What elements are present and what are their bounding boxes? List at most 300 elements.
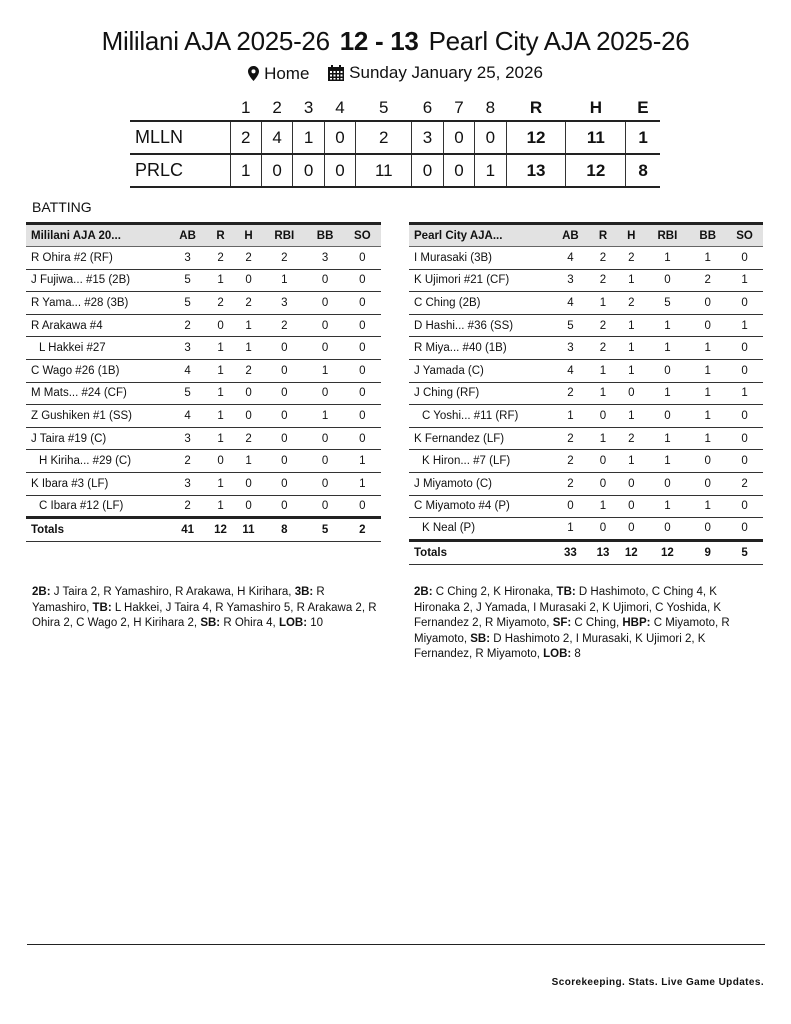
total-stat: 5 <box>741 546 748 559</box>
player-stat: 3 <box>184 432 191 445</box>
player-stat: 1 <box>217 387 224 400</box>
note-label: TB: <box>556 586 576 598</box>
inning-runs: 1 <box>293 121 324 154</box>
player-stat: 0 <box>704 522 711 535</box>
player-stat: 0 <box>567 500 574 513</box>
total-stat: 9 <box>704 546 711 559</box>
player-stat: 1 <box>599 432 607 445</box>
player-row <box>26 427 381 450</box>
player-row <box>26 450 381 473</box>
player-row <box>409 427 763 450</box>
player-name: C Ching (2B) <box>414 296 481 309</box>
player-stat: 0 <box>741 455 748 468</box>
total-errors: 8 <box>626 154 660 187</box>
player-stat: 1 <box>664 432 671 445</box>
player-stat: 0 <box>281 432 288 445</box>
player-stat: 4 <box>184 409 191 422</box>
hits-header: H <box>589 97 603 117</box>
player-row <box>26 495 381 518</box>
player-stat: 5 <box>184 387 191 400</box>
player-name: J Fujiwa... #15 (2B) <box>31 274 131 287</box>
inning-header: 1 <box>240 97 251 117</box>
player-stat: 1 <box>359 477 366 490</box>
note-text: R Yamashiro, <box>32 586 325 614</box>
player-name: J Miyamoto (C) <box>414 477 492 490</box>
player-stat: 0 <box>359 387 366 400</box>
final-score: 12 - 13 <box>339 26 419 56</box>
player-stat: 1 <box>741 274 748 287</box>
player-stat: 0 <box>741 500 748 513</box>
player-row <box>26 269 381 292</box>
player-row <box>26 359 381 382</box>
player-stat: 2 <box>599 251 607 264</box>
footer-tagline: Scorekeeping. Stats. Live Game Updates. <box>551 977 764 988</box>
player-stat: 2 <box>599 274 607 287</box>
player-name: C Wago #26 (1B) <box>31 364 120 377</box>
total-stat: 33 <box>564 546 577 559</box>
stat-header: AB <box>562 229 579 242</box>
player-name: K Neal (P) <box>422 522 476 535</box>
note-label: 2B: <box>414 586 433 598</box>
player-stat: 1 <box>567 409 574 422</box>
player-stat: 0 <box>281 477 288 490</box>
away-team-name: Mililani AJA 2025-26 <box>101 26 330 56</box>
player-stat: 2 <box>245 432 252 445</box>
player-stat: 1 <box>664 319 671 332</box>
player-stat: 1 <box>599 296 607 309</box>
batting-header-row <box>26 224 381 247</box>
batting-table-away <box>26 222 381 542</box>
player-stat: 0 <box>321 455 329 468</box>
player-row <box>409 405 763 428</box>
player-stat: 0 <box>628 387 635 400</box>
player-row <box>409 292 763 315</box>
inning-runs: 2 <box>356 121 412 154</box>
player-stat: 0 <box>741 432 748 445</box>
player-name: D Hashi... #36 (SS) <box>414 319 514 332</box>
player-stat: 0 <box>664 364 671 377</box>
player-name: R Ohira #2 (RF) <box>31 251 113 264</box>
player-row <box>26 337 381 360</box>
total-stat: 11 <box>242 524 255 537</box>
player-stat: 4 <box>567 296 574 309</box>
team-abbr: MLLN <box>135 127 184 147</box>
line-score-header <box>130 95 660 121</box>
player-stat: 1 <box>704 342 711 355</box>
stat-header: H <box>627 229 636 242</box>
stat-header: SO <box>354 229 371 242</box>
player-stat: 0 <box>359 432 366 445</box>
player-stat: 2 <box>245 251 252 264</box>
player-name: R Yama... #28 (3B) <box>31 296 129 309</box>
player-stat: 0 <box>321 319 329 332</box>
note-label: TB: <box>92 601 112 614</box>
player-stat: 2 <box>628 251 635 264</box>
stat-header: BB <box>316 229 334 242</box>
date-text: Sunday January 25, 2026 <box>349 63 543 82</box>
player-stat: 1 <box>628 319 635 332</box>
game-title <box>0 26 791 57</box>
player-stat: 2 <box>281 251 288 264</box>
note-label: SF: <box>552 617 572 629</box>
note-label: LOB: <box>543 648 572 660</box>
stat-header: AB <box>179 229 196 242</box>
player-row <box>409 450 763 473</box>
player-stat: 0 <box>741 364 748 377</box>
note-text: D Hashimoto, C Ching 4, K Hironaka 2, J Yamada, I Murasaki 2, K Ujimori, C Yoshida, K Fernandez 2, R Miyamoto, <box>414 586 722 629</box>
player-stat: 4 <box>567 364 574 377</box>
inning-header: 4 <box>335 97 345 117</box>
player-stat: 1 <box>704 432 711 445</box>
player-row <box>409 247 763 270</box>
player-row <box>409 495 763 518</box>
stat-header: RBI <box>274 229 295 242</box>
player-stat: 0 <box>281 364 288 377</box>
player-stat: 2 <box>628 432 635 445</box>
batting-notes-home <box>414 585 764 663</box>
total-errors: 1 <box>626 121 660 154</box>
player-stat: 0 <box>359 319 366 332</box>
total-stat: 2 <box>359 524 366 537</box>
player-stat: 1 <box>704 251 711 264</box>
player-name: M Mats... #24 (CF) <box>31 387 127 400</box>
note-text: 8 <box>571 648 581 660</box>
player-name: K Fernandez (LF) <box>414 432 505 445</box>
player-name: C Miyamoto #4 (P) <box>414 500 510 513</box>
player-stat: 1 <box>217 364 224 377</box>
player-name: I Murasaki (3B) <box>414 251 492 264</box>
player-stat: 3 <box>567 342 574 355</box>
home-team-name: Pearl City AJA 2025-26 <box>428 26 690 56</box>
total-runs: 13 <box>506 154 566 187</box>
total-stat: 12 <box>661 546 674 559</box>
player-stat: 0 <box>245 477 252 490</box>
player-stat: 1 <box>599 500 607 513</box>
note-text: D Hashimoto 2, I Murasaki, K Ujimori 2, K Fernandez, R Miyamoto, <box>414 632 706 660</box>
player-name: C Yoshi... #11 (RF) <box>422 409 519 422</box>
note-label: SB: <box>470 632 491 645</box>
player-row <box>409 472 763 495</box>
player-stat: 0 <box>321 432 329 445</box>
player-stat: 0 <box>359 409 366 422</box>
player-name: Z Gushiken #1 (SS) <box>31 409 132 422</box>
inning-header: 6 <box>422 97 433 117</box>
player-stat: 0 <box>741 522 748 535</box>
note-label: LOB: <box>278 617 308 629</box>
batting-notes-away <box>32 585 382 632</box>
location <box>248 64 309 84</box>
player-stat: 3 <box>567 274 574 287</box>
player-name: K Hiron... #7 (LF) <box>422 455 511 468</box>
inning-header: 5 <box>379 97 389 117</box>
player-stat: 5 <box>567 319 574 332</box>
player-stat: 0 <box>664 477 671 490</box>
player-stat: 0 <box>359 499 366 512</box>
player-name: R Arakawa #4 <box>31 319 103 332</box>
player-stat: 0 <box>359 342 366 355</box>
player-stat: 2 <box>567 455 574 468</box>
inning-header: 3 <box>303 97 314 117</box>
inning-runs: 1 <box>475 154 506 187</box>
inning-runs: 1 <box>230 154 261 187</box>
player-stat: 2 <box>628 296 635 309</box>
calendar-icon <box>328 65 344 81</box>
player-stat: 2 <box>184 455 191 468</box>
game-info <box>0 63 791 86</box>
player-stat: 1 <box>245 342 252 355</box>
player-stat: 1 <box>628 274 635 287</box>
batting-header-row <box>409 224 763 247</box>
player-name: J Yamada (C) <box>414 364 484 377</box>
player-stat: 1 <box>704 500 711 513</box>
note-label: SB: <box>200 617 221 629</box>
player-stat: 0 <box>741 296 748 309</box>
player-stat: 0 <box>599 522 607 535</box>
player-stat: 1 <box>664 387 671 400</box>
stat-header: RBI <box>657 229 678 242</box>
player-row <box>26 472 381 495</box>
player-stat: 0 <box>664 409 671 422</box>
player-stat: 0 <box>704 296 711 309</box>
line-score-row-home <box>130 154 660 187</box>
player-stat: 1 <box>628 409 635 422</box>
inning-runs: 2 <box>230 121 261 154</box>
player-stat: 1 <box>664 251 671 264</box>
player-row <box>26 382 381 405</box>
player-stat: 1 <box>664 455 671 468</box>
player-stat: 1 <box>599 387 607 400</box>
player-stat: 1 <box>321 409 329 422</box>
player-stat: 0 <box>599 477 607 490</box>
player-row <box>26 314 381 337</box>
player-stat: 1 <box>217 499 224 512</box>
player-stat: 0 <box>628 522 635 535</box>
note-text: C Ching, <box>571 617 623 629</box>
team-abbr: PRLC <box>135 160 184 180</box>
player-stat: 0 <box>741 342 748 355</box>
inning-runs: 0 <box>475 121 506 154</box>
note-text: L Hakkei, J Taira 4, R Yamashiro 5, R Arakawa 2, R Ohira 2, C Wago 2, H Kirihara 2, <box>32 601 377 629</box>
player-name: C Ibara #12 (LF) <box>39 499 124 512</box>
player-stat: 1 <box>245 319 252 332</box>
player-row <box>409 269 763 292</box>
player-stat: 1 <box>217 477 224 490</box>
inning-runs: 0 <box>261 154 292 187</box>
line-score-row-away <box>130 121 660 154</box>
player-stat: 0 <box>599 409 607 422</box>
total-hits: 11 <box>566 121 626 154</box>
inning-header: 2 <box>272 97 282 117</box>
player-stat: 5 <box>184 296 191 309</box>
inning-header: 8 <box>485 97 496 117</box>
total-stat: 12 <box>624 546 638 559</box>
player-stat: 2 <box>567 387 574 400</box>
player-stat: 4 <box>567 251 574 264</box>
inning-header: 7 <box>454 97 464 117</box>
team-name-header: Mililani AJA 20... <box>31 229 121 242</box>
player-stat: 0 <box>321 342 329 355</box>
player-stat: 3 <box>321 251 329 264</box>
note-text: J Taira 2, R Yamashiro, R Arakawa, H Kirihara, <box>50 586 295 598</box>
player-row <box>409 314 763 337</box>
player-stat: 0 <box>281 342 288 355</box>
player-name: H Kiriha... #29 (C) <box>39 455 132 468</box>
batting-section-label: BATTING <box>32 199 92 215</box>
player-stat: 0 <box>245 274 252 287</box>
stat-header: H <box>244 229 253 242</box>
inning-runs: 11 <box>356 154 412 187</box>
note-label: 3B: <box>294 586 314 598</box>
location-text: Home <box>264 63 310 83</box>
totals-row <box>26 518 381 542</box>
player-stat: 1 <box>567 522 574 535</box>
player-stat: 0 <box>217 319 224 332</box>
total-runs: 12 <box>506 121 566 154</box>
player-stat: 5 <box>184 274 191 287</box>
player-stat: 0 <box>599 455 607 468</box>
map-pin-icon <box>248 66 259 81</box>
note-label: 2B: <box>32 586 51 598</box>
player-row <box>409 518 763 541</box>
player-name: J Ching (RF) <box>414 387 480 400</box>
player-stat: 2 <box>599 342 607 355</box>
stat-header: SO <box>736 229 753 242</box>
player-row <box>26 292 381 315</box>
player-stat: 2 <box>741 477 748 490</box>
line-score-table <box>130 95 660 188</box>
player-stat: 0 <box>245 409 252 422</box>
player-row <box>409 337 763 360</box>
player-stat: 0 <box>321 274 329 287</box>
player-stat: 0 <box>321 477 329 490</box>
player-stat: 2 <box>184 499 191 512</box>
player-stat: 0 <box>321 499 329 512</box>
player-stat: 1 <box>628 342 635 355</box>
player-stat: 2 <box>599 319 607 332</box>
player-stat: 1 <box>664 342 671 355</box>
player-stat: 0 <box>628 500 635 513</box>
player-stat: 1 <box>321 364 329 377</box>
player-stat: 0 <box>245 387 252 400</box>
player-stat: 2 <box>281 319 288 332</box>
inning-runs: 4 <box>261 121 292 154</box>
totals-label: Totals <box>414 546 448 559</box>
note-text: C Ching 2, K Hironaka, <box>432 586 557 598</box>
total-stat: 13 <box>596 546 610 559</box>
note-label: HBP: <box>622 617 651 629</box>
player-stat: 0 <box>741 409 748 422</box>
player-row <box>409 382 763 405</box>
team-name-header: Pearl City AJA... <box>414 229 503 242</box>
totals-label: Totals <box>31 524 65 537</box>
player-stat: 2 <box>567 477 574 490</box>
stat-header: R <box>598 229 608 242</box>
stat-header: BB <box>699 229 717 242</box>
player-stat: 2 <box>217 251 224 264</box>
player-stat: 0 <box>321 387 329 400</box>
player-stat: 3 <box>281 296 288 309</box>
player-stat: 2 <box>567 432 574 445</box>
date <box>328 63 543 83</box>
total-stat: 41 <box>181 524 195 537</box>
player-stat: 2 <box>217 296 224 309</box>
total-hits: 12 <box>566 154 626 187</box>
player-stat: 0 <box>359 251 366 264</box>
player-stat: 0 <box>704 477 711 490</box>
total-stat: 8 <box>281 524 288 537</box>
player-row <box>409 359 763 382</box>
player-stat: 3 <box>184 342 191 355</box>
player-stat: 1 <box>281 274 288 287</box>
inning-runs: 0 <box>324 121 355 154</box>
inning-runs: 0 <box>293 154 324 187</box>
note-text: R Ohira 4, <box>220 617 279 629</box>
player-stat: 0 <box>359 296 366 309</box>
player-stat: 1 <box>217 409 224 422</box>
player-row <box>26 247 381 270</box>
player-name: J Taira #19 (C) <box>31 432 107 445</box>
player-stat: 1 <box>741 387 748 400</box>
player-stat: 0 <box>245 499 252 512</box>
player-stat: 0 <box>664 522 671 535</box>
player-stat: 1 <box>245 455 252 468</box>
totals-row <box>409 540 763 564</box>
runs-header: R <box>529 97 543 117</box>
player-stat: 3 <box>184 477 191 490</box>
player-stat: 2 <box>245 364 252 377</box>
inning-runs: 3 <box>412 121 443 154</box>
footer-divider <box>27 944 765 945</box>
inning-runs: 0 <box>324 154 355 187</box>
player-row <box>26 405 381 428</box>
inning-runs: 0 <box>412 154 443 187</box>
player-stat: 1 <box>704 409 711 422</box>
player-stat: 1 <box>217 274 224 287</box>
player-stat: 0 <box>704 455 711 468</box>
inning-runs: 0 <box>443 154 474 187</box>
player-name: K Ujimori #21 (CF) <box>414 274 510 287</box>
player-stat: 1 <box>704 387 711 400</box>
player-stat: 5 <box>664 296 671 309</box>
total-stat: 12 <box>214 524 227 537</box>
player-stat: 3 <box>184 251 191 264</box>
player-stat: 1 <box>628 455 635 468</box>
player-stat: 0 <box>741 251 748 264</box>
player-stat: 1 <box>217 432 224 445</box>
note-text: 10 <box>307 617 324 629</box>
player-stat: 0 <box>704 319 711 332</box>
player-stat: 2 <box>704 274 711 287</box>
player-name: R Miya... #40 (1B) <box>414 342 507 355</box>
player-stat: 2 <box>245 296 252 309</box>
player-name: L Hakkei #27 <box>39 342 106 355</box>
player-stat: 0 <box>281 387 288 400</box>
player-name: K Ibara #3 (LF) <box>31 477 109 490</box>
player-stat: 1 <box>217 342 224 355</box>
player-stat: 1 <box>628 364 635 377</box>
player-stat: 0 <box>359 364 366 377</box>
player-stat: 0 <box>281 409 288 422</box>
player-stat: 0 <box>359 274 366 287</box>
player-stat: 1 <box>359 455 366 468</box>
player-stat: 1 <box>599 364 607 377</box>
total-stat: 5 <box>321 524 329 537</box>
player-stat: 4 <box>184 364 191 377</box>
player-stat: 1 <box>664 500 671 513</box>
player-stat: 0 <box>217 455 224 468</box>
errors-header: E <box>637 97 649 117</box>
player-stat: 2 <box>184 319 191 332</box>
